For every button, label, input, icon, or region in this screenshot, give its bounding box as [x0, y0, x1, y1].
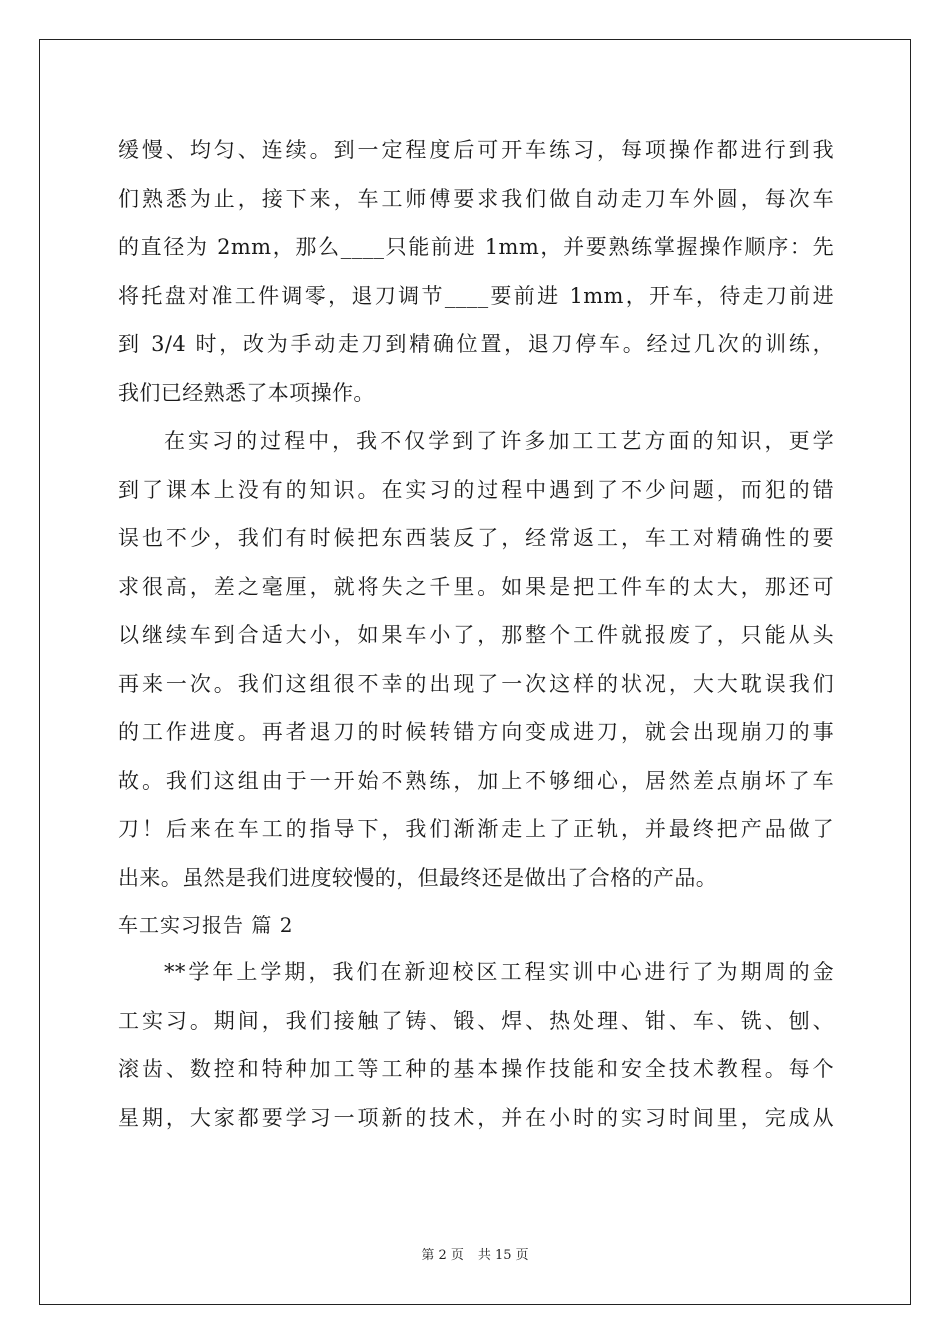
text-line: 求很高，差之毫厘，就将失之千里。如果是把工件车的太大，那还可 — [118, 574, 834, 599]
page-total: 共 15 页 — [477, 1248, 529, 1263]
paragraph-1 — [118, 126, 834, 417]
text-line: 工实习。期间，我们接触了铸、锻、焊、热处理、钳、车、铣、刨、 — [118, 1008, 834, 1033]
page-number: 第 2 页 — [421, 1248, 464, 1263]
text-line: 将托盘对准工件调零，退刀调节____要前进 1mm，开车，待走刀前进 — [118, 283, 834, 308]
text-line: 到了课本上没有的知识。在实习的过程中遇到了不少问题，而犯的错 — [118, 477, 834, 502]
text-line: 星期，大家都要学习一项新的技术，并在小时的实习时间里，完成从 — [118, 1105, 834, 1130]
section-heading: 车工实习报告 篇 2 — [118, 913, 294, 937]
text-line: 故。我们这组由于一开始不熟练，加上不够细心，居然差点崩坏了车 — [118, 768, 834, 793]
text-line: 再来一次。我们这组很不幸的出现了一次这样的状况，大大耽误我们 — [118, 671, 834, 696]
text-line: 我们已经熟悉了本项操作。 — [118, 380, 375, 405]
text-line: 出来。虽然是我们进度较慢的，但最终还是做出了合格的产品。 — [118, 865, 718, 890]
text-line: 以继续车到合适大小，如果车小了，那整个工件就报废了，只能从头 — [118, 623, 834, 647]
text-line: 刀！后来在车工的指导下，我们渐渐走上了正轨，并最终把产品做了 — [118, 817, 834, 841]
paragraph-3 — [118, 948, 834, 1142]
text-line: 误也不少，我们有时候把东西装反了，经常返工，车工对精确性的要 — [118, 526, 834, 550]
text-line: **学年上学期，我们在新迎校区工程实训中心进行了为期周的金 — [164, 960, 834, 984]
text-line: 的直径为 2mm，那么____只能前进 1mm，并要熟练掌握操作顺序：先 — [118, 235, 834, 259]
text-line: 们熟悉为止，接下来，车工师傅要求我们做自动走刀车外圆，每次车 — [118, 186, 834, 211]
text-line: 的工作进度。再者退刀的时候转错方向变成进刀，就会出现崩刀的事 — [118, 720, 834, 744]
page-footer — [0, 1244, 950, 1263]
document-body — [118, 126, 834, 1142]
text-line: 到 3/4 时，改为手动走刀到精确位置，退刀停车。经过几次的训练， — [118, 332, 834, 356]
text-line: 在实习的过程中，我不仅学到了许多加工工艺方面的知识，更学 — [164, 429, 834, 453]
paragraph-2 — [118, 417, 834, 902]
text-line: 缓慢、均匀、连续。到一定程度后可开车练习，每项操作都进行到我 — [118, 138, 834, 162]
text-line: 滚齿、数控和特种加工等工种的基本操作技能和安全技术教程。每个 — [118, 1057, 834, 1081]
